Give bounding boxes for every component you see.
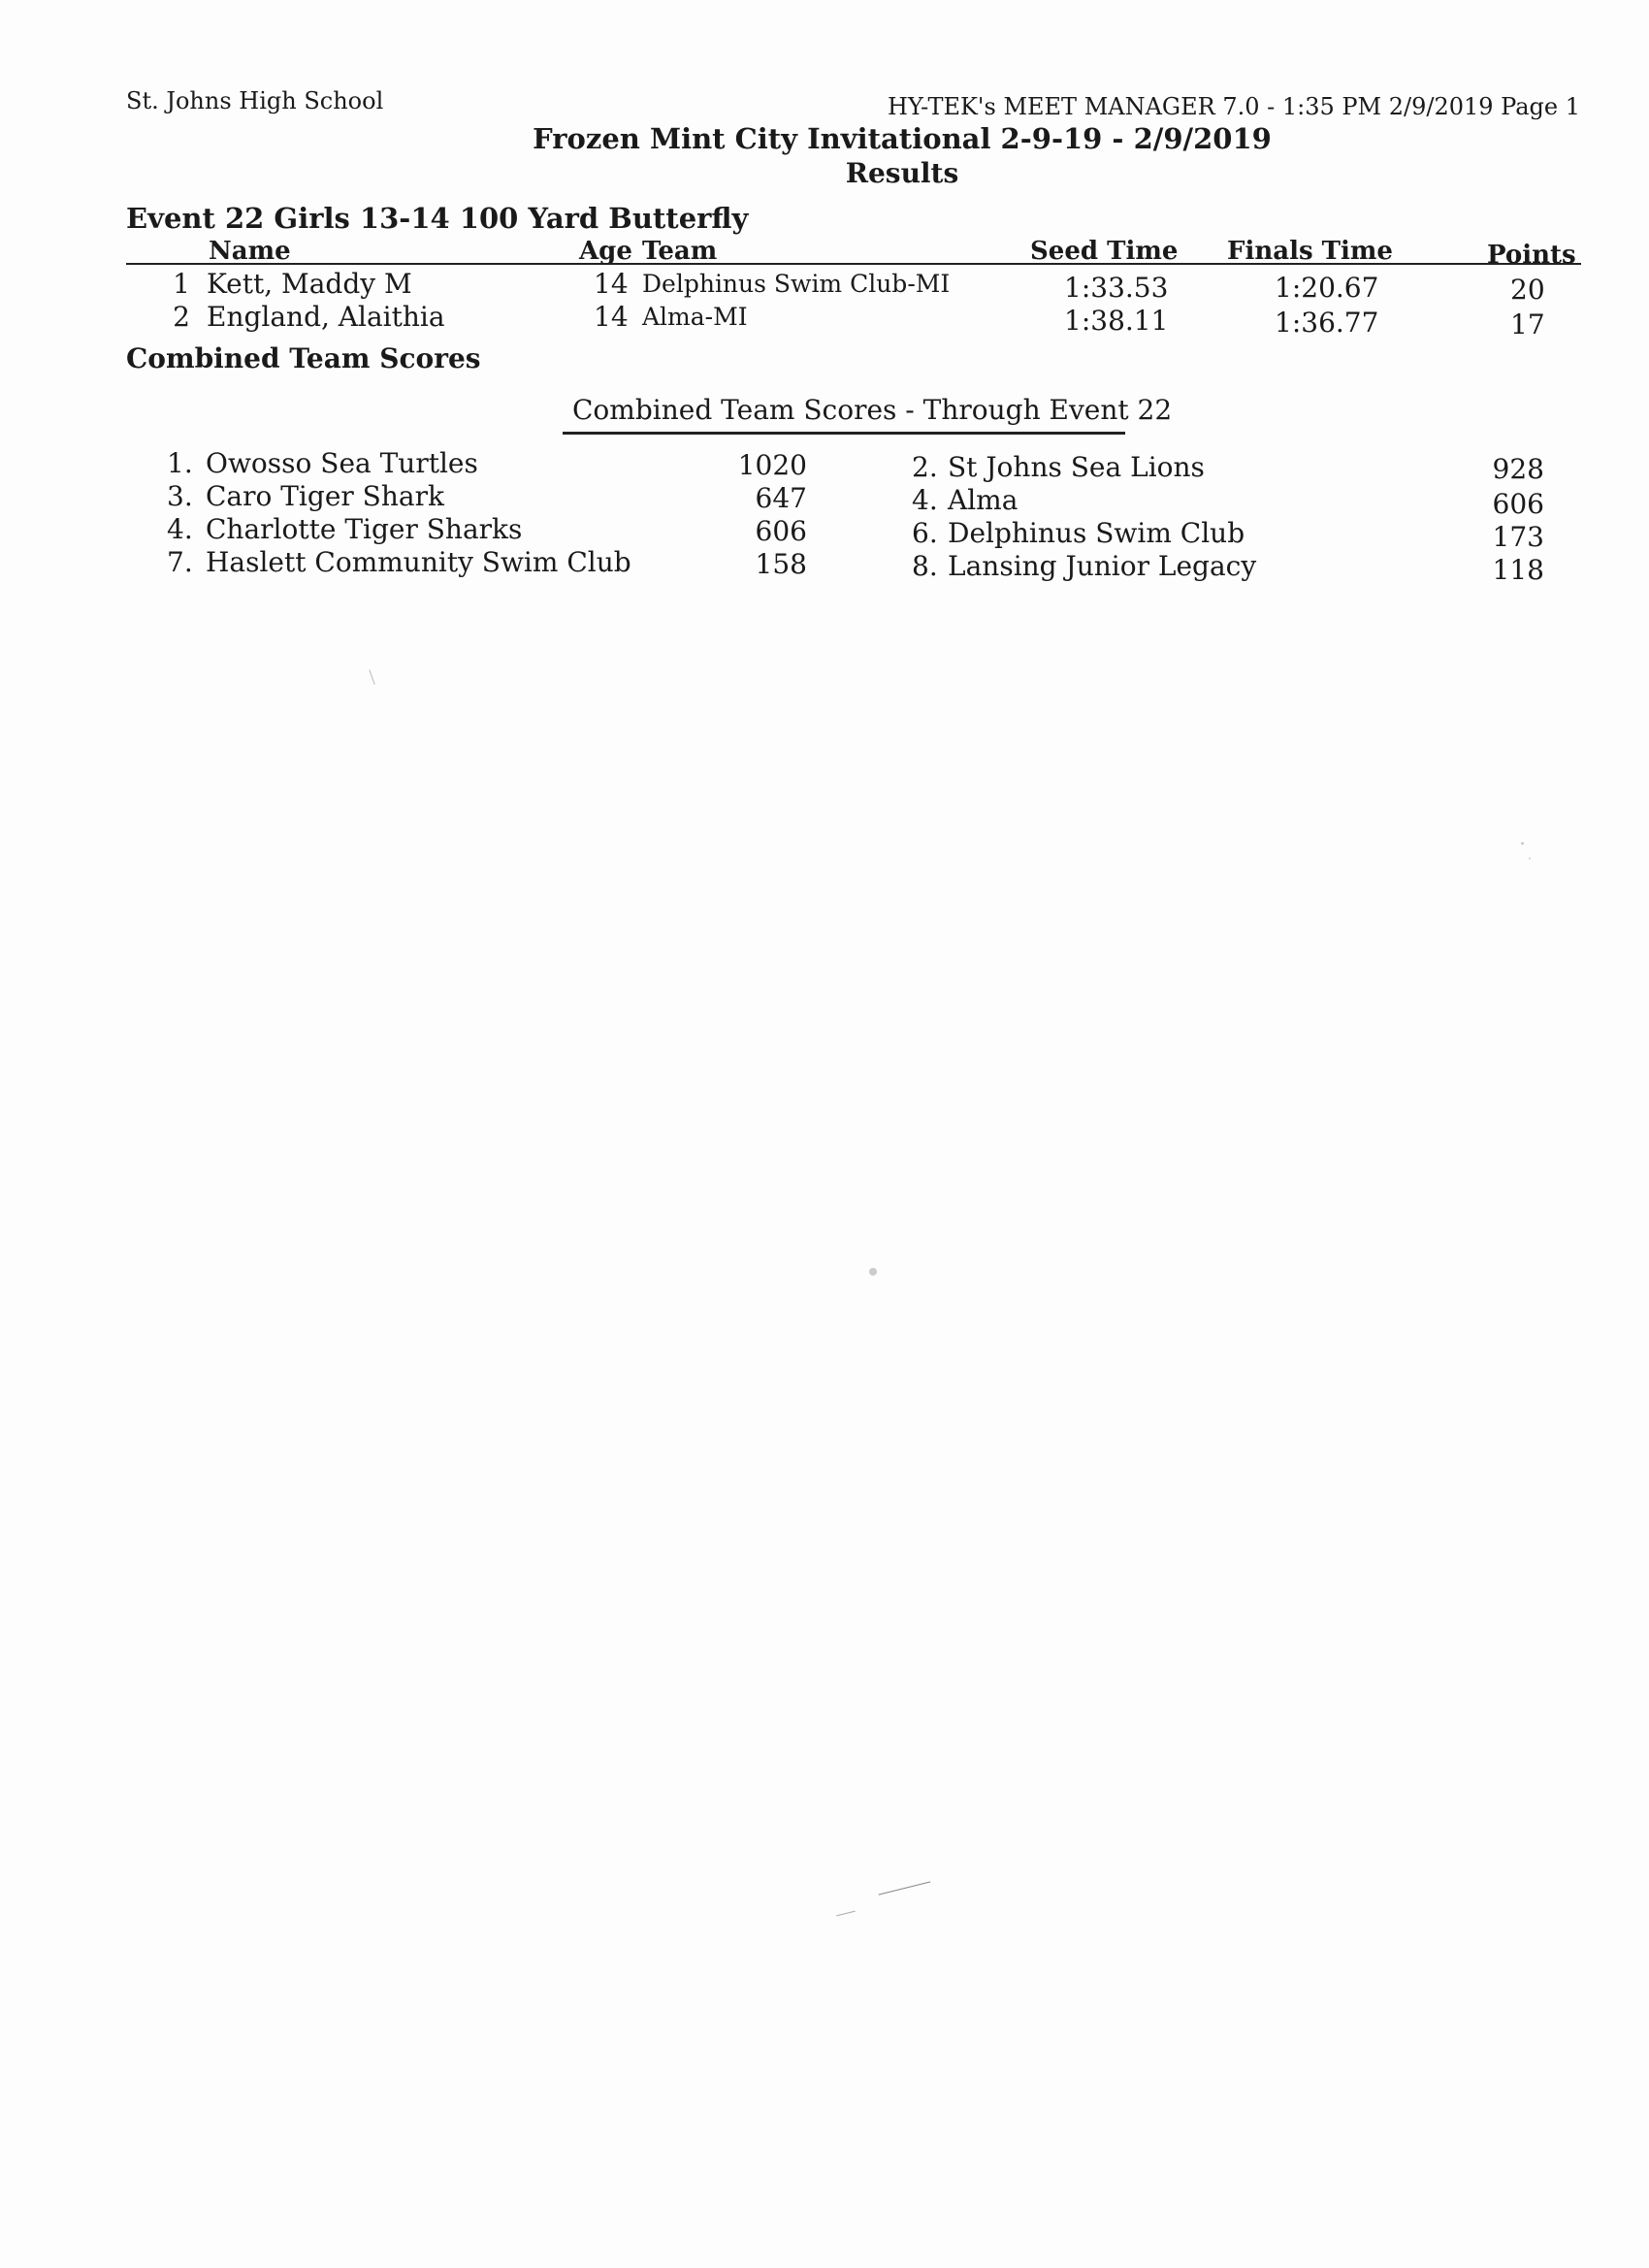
team-rank: 3. xyxy=(167,480,193,512)
team-name: Haslett Community Swim Club xyxy=(206,546,631,578)
team-name: Caro Tiger Shark xyxy=(206,480,444,512)
team: Alma-MI xyxy=(642,303,748,331)
team: Delphinus Swim Club-MI xyxy=(642,270,951,298)
facility-name: St. Johns High School xyxy=(126,87,384,114)
swimmer-name: Kett, Maddy M xyxy=(207,268,412,300)
team-name: St Johns Sea Lions xyxy=(948,451,1205,483)
scan-speck xyxy=(369,669,374,684)
scan-speck xyxy=(1529,858,1531,859)
finals-time: 1:36.77 xyxy=(1275,307,1379,339)
place: 2 xyxy=(173,301,190,333)
team-rank: 4. xyxy=(912,484,938,516)
team-name: Lansing Junior Legacy xyxy=(948,550,1257,582)
results-subtitle: Results xyxy=(845,157,959,189)
scan-speck xyxy=(869,1268,877,1276)
column-header-finals-time: Finals Time xyxy=(1227,237,1393,266)
scan-speck xyxy=(1521,842,1524,845)
team-scores-title-rule xyxy=(563,432,1125,435)
column-header-points: Points xyxy=(1487,241,1576,270)
column-header-age: Age xyxy=(579,237,632,266)
column-header-rule xyxy=(126,263,1581,265)
team-score: 1020 xyxy=(737,449,807,481)
team-rank: 8. xyxy=(912,550,938,582)
team-rank: 4. xyxy=(167,513,193,545)
swimmer-name: England, Alaithia xyxy=(207,301,445,333)
meet-title: Frozen Mint City Invitational 2-9-19 - 2/9/2019 xyxy=(533,122,1272,155)
team-name: Alma xyxy=(948,484,1018,516)
team-name: Owosso Sea Turtles xyxy=(206,447,478,479)
team-score: 606 xyxy=(755,515,807,547)
column-header-team: Team xyxy=(642,237,718,266)
scan-mark xyxy=(879,1881,931,1895)
team-scores-table-title: Combined Team Scores - Through Event 22 xyxy=(572,394,1173,426)
seed-time: 1:33.53 xyxy=(1064,272,1169,304)
column-header-name: Name xyxy=(209,237,291,266)
team-score: 173 xyxy=(1492,521,1544,553)
software-timestamp-line: HY-TEK's MEET MANAGER 7.0 - 1:35 PM 2/9/2019 Page 1 xyxy=(888,93,1580,120)
team-rank: 7. xyxy=(167,546,193,578)
team-score: 928 xyxy=(1492,453,1544,485)
team-score: 647 xyxy=(755,482,807,514)
column-header-seed-time: Seed Time xyxy=(1030,237,1179,266)
team-rank: 2. xyxy=(912,451,938,483)
points: 17 xyxy=(1510,308,1545,340)
team-rank: 6. xyxy=(912,517,938,549)
combined-team-scores-heading: Combined Team Scores xyxy=(126,342,481,374)
team-rank: 1. xyxy=(167,447,193,479)
team-name: Charlotte Tiger Sharks xyxy=(206,513,523,545)
age: 14 xyxy=(594,301,629,333)
team-name: Delphinus Swim Club xyxy=(948,517,1245,549)
team-score: 606 xyxy=(1492,488,1544,520)
seed-time: 1:38.11 xyxy=(1064,305,1169,337)
scan-mark xyxy=(836,1911,856,1917)
team-score: 158 xyxy=(755,548,807,580)
event-title: Event 22 Girls 13-14 100 Yard Butterfly xyxy=(126,202,749,235)
age: 14 xyxy=(594,268,629,300)
team-score: 118 xyxy=(1492,554,1544,586)
points: 20 xyxy=(1510,274,1545,306)
finals-time: 1:20.67 xyxy=(1275,272,1379,304)
place: 1 xyxy=(173,268,190,300)
